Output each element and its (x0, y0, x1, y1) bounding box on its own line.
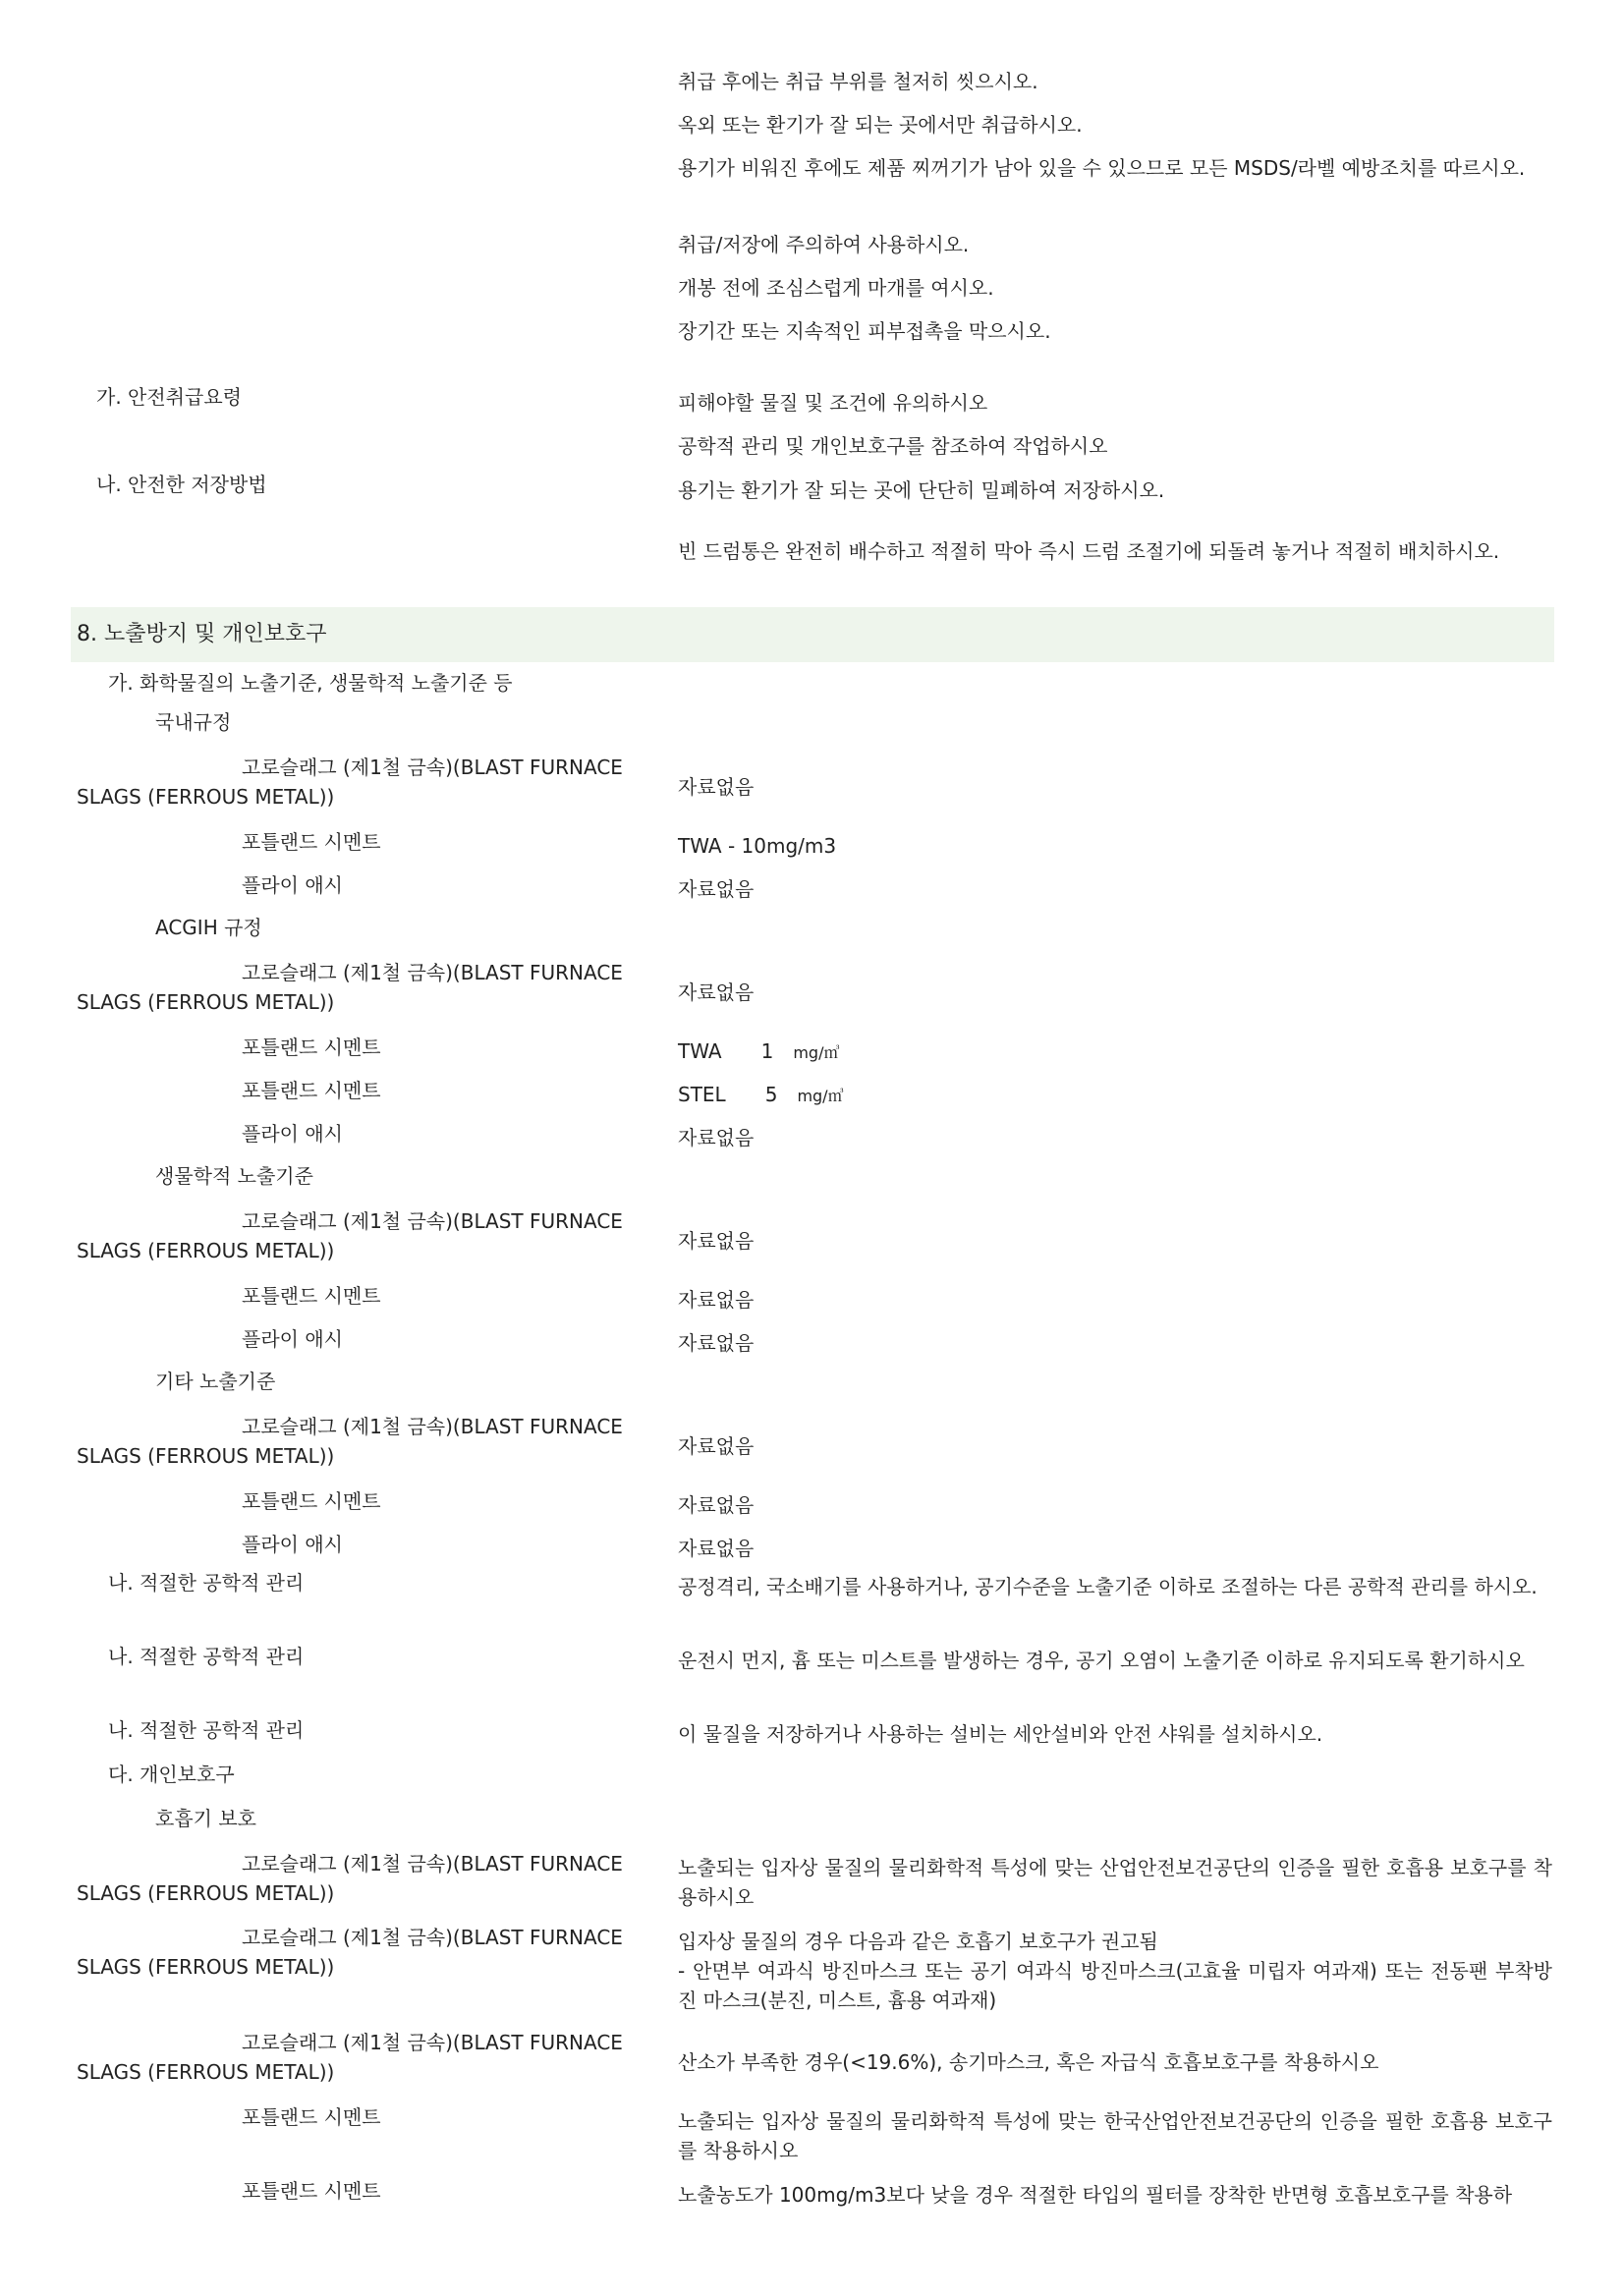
substance-name-cont: SLAGS (FERROUS METAL)) (77, 1444, 335, 1468)
substance-name: 고로슬래그 (제1철 금속)(BLAST FURNACE (242, 1852, 623, 1876)
safe-handling-line: 공학적 관리 및 개인보호구를 참조하여 작업하시오 (678, 434, 1108, 458)
engineering-line: 이 물질을 저장하거나 사용하는 설비는 세안설비와 안전 샤워를 설치하시오. (678, 1722, 1323, 1746)
substance-name: 고로슬래그 (제1철 금속)(BLAST FURNACE (242, 756, 623, 779)
substance-name: 포틀랜드 시멘트 (242, 830, 381, 854)
substance-name-cont: SLAGS (FERROUS METAL)) (77, 1881, 335, 1905)
engineering-line: 공정격리, 국소배기를 사용하거나, 공기수준을 노출기준 이하로 조절하는 다른 공학적 관리를 하시오. (678, 1575, 1538, 1598)
substance-name: 포틀랜드 시멘트 (242, 2179, 381, 2203)
engineering-line: 운전시 먼지, 흄 또는 미스트를 발생하는 경우, 공기 오염이 노출기준 이하로 유지되도록 환기하시오 (678, 1649, 1525, 1672)
substance-name: 포틀랜드 시멘트 (242, 1079, 381, 1102)
limit-value: 5 (764, 1083, 778, 1106)
substance-name: 포틀랜드 시멘트 (242, 1284, 381, 1308)
respiratory-line: 입자상 물질의 경우 다음과 같은 호흡기 보호구가 권고됨 (678, 1930, 1158, 1953)
substance-name: 고로슬래그 (제1철 금속)(BLAST FURNACE (242, 1926, 623, 1949)
other-heading: 기타 노출기준 (155, 1370, 276, 1393)
ppe-label: 다. 개인보호구 (108, 1763, 235, 1786)
substance-name: 플라이 애시 (242, 873, 343, 897)
respiratory-line: - 안면부 여과식 방진마스크 또는 공기 여과식 방진마스크(고효율 미립자 여과재) 또는 전동팬 부착방진 마스크(분진, 미스트, 흄용 여과재) (678, 1959, 1552, 2012)
substance-name: 플라이 애시 (242, 1122, 343, 1146)
safe-handling-label: 가. 안전취급요령 (96, 385, 242, 409)
storage-label: 나. 안전한 저장방법 (96, 473, 267, 496)
value-cell: 자료없음 (678, 877, 755, 901)
substance-name-cont: SLAGS (FERROUS METAL)) (77, 1239, 335, 1262)
substance-name: 포틀랜드 시멘트 (242, 1489, 381, 1513)
substance-name: 고로슬래그 (제1철 금속)(BLAST FURNACE (242, 1415, 623, 1438)
exposure-title: 가. 화학물질의 노출기준, 생물학적 노출기준 등 (108, 671, 513, 695)
substance-name: 고로슬래그 (제1철 금속)(BLAST FURNACE (242, 2031, 623, 2054)
handling-line: 장기간 또는 지속적인 피부접촉을 막으시오. (678, 319, 1051, 343)
handling-line: 옥외 또는 환기가 잘 되는 곳에서만 취급하시오. (678, 113, 1083, 137)
substance-name: 고로슬래그 (제1철 금속)(BLAST FURNACE (242, 1209, 623, 1233)
respiratory-line: 노출되는 입자상 물질의 물리화학적 특성에 맞는 한국산업안전보건공단의 인증을 필한 호흡용 보호구를 착용하시오 (678, 2109, 1552, 2162)
value-cell: 자료없음 (678, 980, 755, 1004)
limit-type: STEL (678, 1083, 726, 1106)
storage-line: 빈 드럼통은 완전히 배수하고 적절히 막아 즉시 드럼 조절기에 되돌려 놓거나 적절히 배치하시오. (678, 539, 1500, 563)
acgih-twa (678, 1036, 1552, 1068)
value-cell: 자료없음 (678, 1288, 755, 1312)
limit-unit: mg/㎥ (793, 1043, 840, 1062)
handling-line: 개봉 전에 조심스럽게 마개를 여시오. (678, 276, 994, 300)
substance-name: 플라이 애시 (242, 1533, 343, 1556)
limit-unit: mg/㎥ (797, 1087, 844, 1105)
respiratory-heading: 호흡기 보호 (155, 1807, 256, 1830)
section-header: 8. 노출방지 및 개인보호구 (71, 607, 1554, 662)
limit-value: 1 (760, 1039, 774, 1063)
value-cell: TWA - 10mg/m3 (678, 834, 837, 858)
value-cell: 자료없음 (678, 1434, 755, 1458)
substance-name: 고로슬래그 (제1철 금속)(BLAST FURNACE (242, 961, 623, 984)
limit-type: TWA (678, 1039, 722, 1063)
handling-line: 용기가 비워진 후에도 제품 찌꺼기가 남아 있을 수 있으므로 모든 MSDS/라벨 예방조치를 따르시오. (678, 156, 1526, 180)
respiratory-line: 산소가 부족한 경우(<19.6%), 송기마스크, 혹은 자급식 호흡보호구를 착용하시오 (678, 2050, 1379, 2074)
respiratory-line: 노출농도가 100mg/m3보다 낮을 경우 적절한 타입의 필터를 장착한 반면형 호흡보호구를 착용하 (678, 2183, 1513, 2207)
value-cell: 자료없음 (678, 1126, 755, 1149)
substance-name-cont: SLAGS (FERROUS METAL)) (77, 2060, 335, 2084)
value-cell: 자료없음 (678, 775, 755, 799)
safe-handling-line: 피해야할 물질 및 조건에 유의하시오 (678, 391, 988, 415)
engineering-label: 나. 적절한 공학적 관리 (108, 1645, 305, 1668)
engineering-label: 나. 적절한 공학적 관리 (108, 1718, 305, 1742)
value-cell: 자료없음 (678, 1331, 755, 1355)
substance-name-cont: SLAGS (FERROUS METAL)) (77, 990, 335, 1014)
biological-heading: 생물학적 노출기준 (155, 1164, 313, 1188)
domestic-heading: 국내규정 (155, 710, 232, 734)
substance-name: 플라이 애시 (242, 1327, 343, 1351)
substance-name-cont: SLAGS (FERROUS METAL)) (77, 785, 335, 809)
value-cell: 자료없음 (678, 1493, 755, 1517)
substance-name-cont: SLAGS (FERROUS METAL)) (77, 1955, 335, 1979)
handling-line: 취급/저장에 주의하여 사용하시오. (678, 233, 970, 256)
substance-name: 포틀랜드 시멘트 (242, 2105, 381, 2129)
acgih-stel (678, 1080, 1552, 1111)
substance-name: 포틀랜드 시멘트 (242, 1036, 381, 1059)
storage-line: 용기는 환기가 잘 되는 곳에 단단히 밀폐하여 저장하시오. (678, 478, 1165, 502)
acgih-heading: ACGIH 규정 (155, 916, 262, 939)
value-cell: 자료없음 (678, 1229, 755, 1253)
respiratory-line: 노출되는 입자상 물질의 물리화학적 특성에 맞는 산업안전보건공단의 인증을 필한 호흡용 보호구를 착용하시오 (678, 1856, 1552, 1909)
engineering-label: 나. 적절한 공학적 관리 (108, 1571, 305, 1595)
handling-line: 취급 후에는 취급 부위를 철저히 씻으시오. (678, 70, 1038, 93)
value-cell: 자료없음 (678, 1537, 755, 1560)
